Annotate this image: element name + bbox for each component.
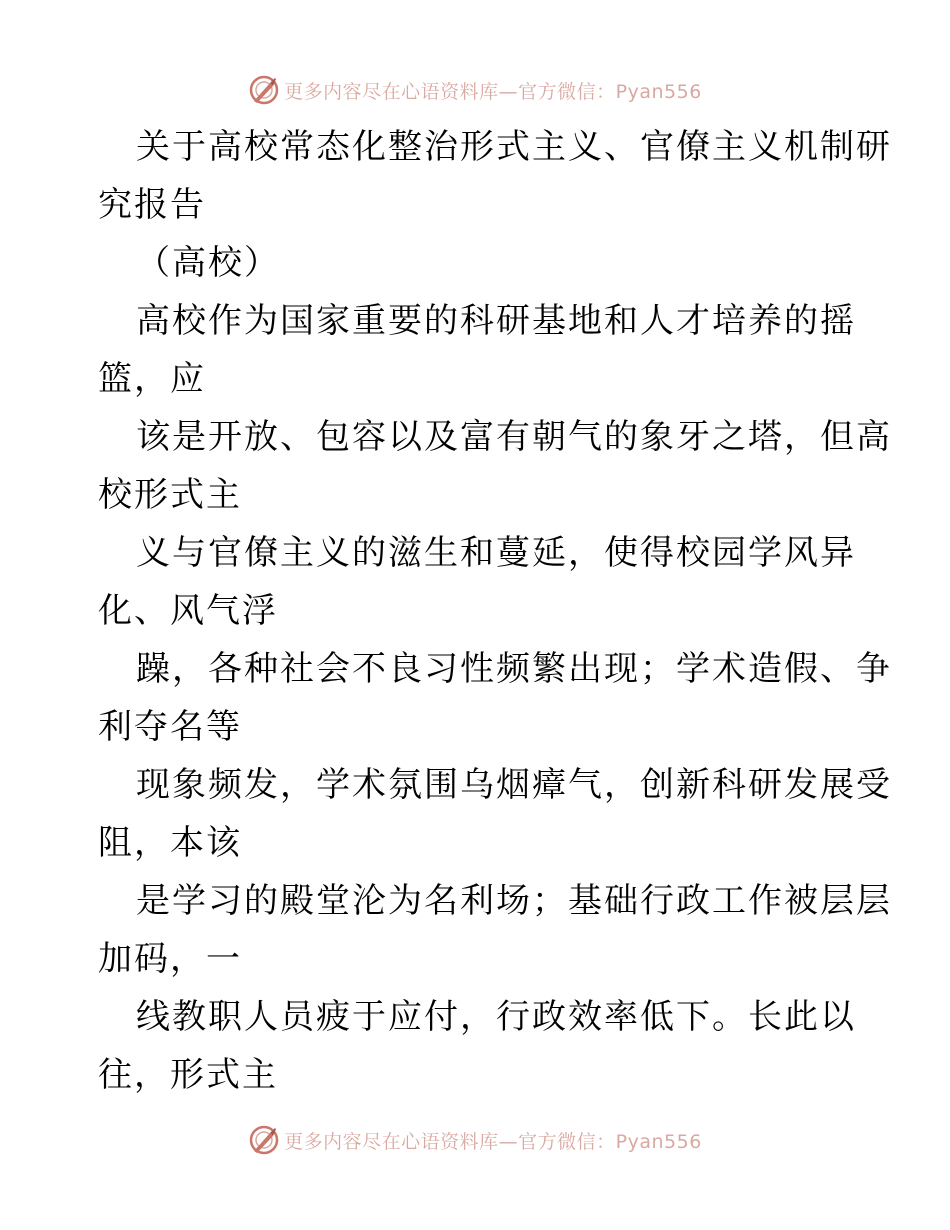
text-line: 线教职人员疲于应付，行政效率低下。长此以 xyxy=(136,997,856,1037)
text-line: 阻，本该 xyxy=(98,823,242,863)
text-line: 关于高校常态化整治形式主义、官僚主义机制研 xyxy=(136,127,892,167)
header-watermark-banner xyxy=(0,70,950,110)
text-line: 究报告 xyxy=(98,185,206,225)
watermark-text: 更多内容尽在心语资料库—官方微信：Pyan556 xyxy=(284,80,702,103)
text-line: 校形式主 xyxy=(98,475,242,515)
text-line: （高校） xyxy=(136,243,280,283)
quill-logo-icon xyxy=(248,74,280,106)
quill-logo-icon xyxy=(248,1124,280,1156)
watermark-text: 更多内容尽在心语资料库—官方微信：Pyan556 xyxy=(284,1130,702,1153)
text-line: 现象频发，学术氛围乌烟瘴气，创新科研发展受 xyxy=(136,765,892,805)
text-line: 利夺名等 xyxy=(98,707,242,747)
text-line: 是学习的殿堂沦为名利场；基础行政工作被层层 xyxy=(136,881,892,921)
text-line: 加码，一 xyxy=(98,939,242,979)
footer-watermark-banner xyxy=(0,1120,950,1160)
text-line: 化、风气浮 xyxy=(98,591,278,631)
text-line: 躁，各种社会不良习性频繁出现；学术造假、争 xyxy=(136,649,892,689)
text-line: 该是开放、包容以及富有朝气的象牙之塔，但高 xyxy=(136,417,892,457)
text-line: 往，形式主 xyxy=(98,1055,278,1095)
text-line: 高校作为国家重要的科研基地和人才培养的摇 xyxy=(136,301,856,341)
text-line: 篮，应 xyxy=(98,359,206,399)
text-line: 义与官僚主义的滋生和蔓延，使得校园学风异 xyxy=(136,533,856,573)
